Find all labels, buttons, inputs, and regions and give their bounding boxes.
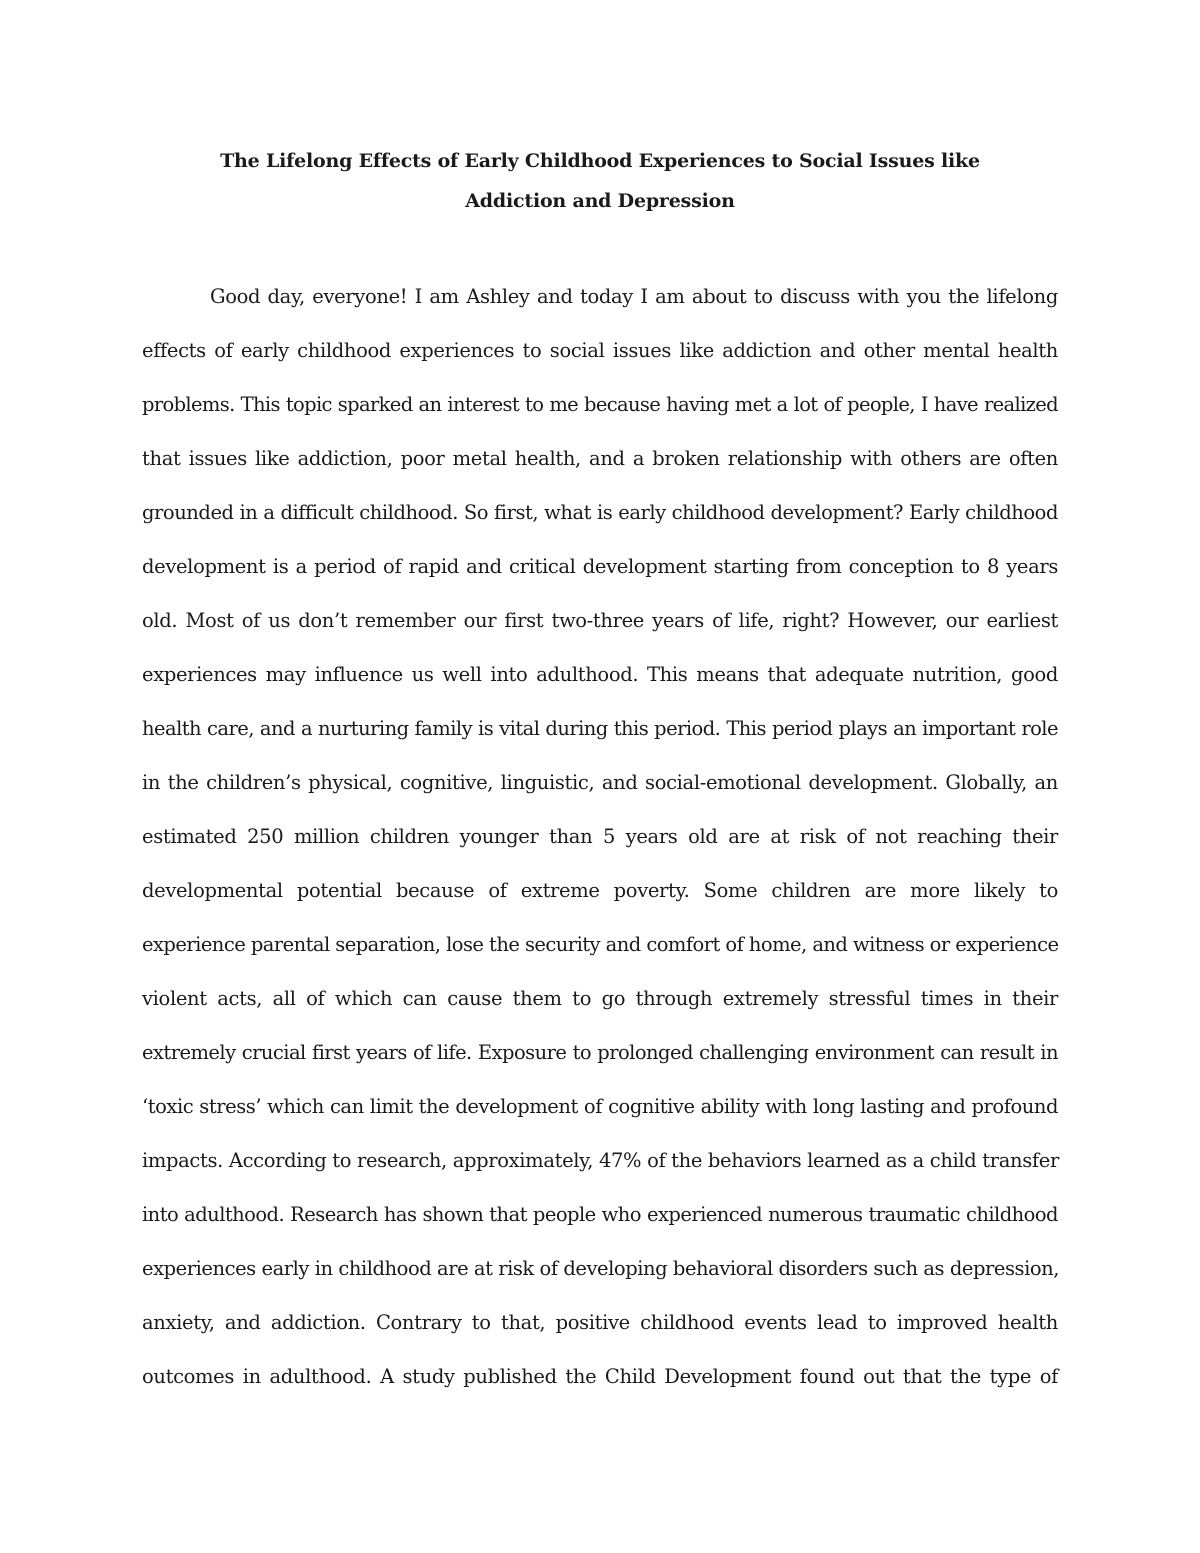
document-title	[142, 141, 1058, 221]
paragraph-line: experiences may influence us well into adulthood. This means that adequate nutrition, good	[142, 663, 1058, 686]
paragraph-line: estimated 250 million children younger than 5 years old are at risk of not reaching their	[142, 825, 1058, 848]
paragraph-line: old. Most of us don’t remember our first two-three years of life, right? However, our earliest	[142, 609, 1058, 632]
document-body	[142, 280, 1058, 1414]
paragraph-line: experience parental separation, lose the security and comfort of home, and witness or experience	[142, 933, 1059, 956]
paragraph-line: impacts. According to research, approximately, 47% of the behaviors learned as a child transfer	[142, 1149, 1059, 1172]
paragraph-line: grounded in a difficult childhood. So first, what is early childhood development? Early childhood	[142, 501, 1058, 524]
paragraph-line: ‘toxic stress’ which can limit the development of cognitive ability with long lasting and profound	[142, 1095, 1058, 1118]
paragraph-line: violent acts, all of which can cause them to go through extremely stressful times in their	[142, 987, 1058, 1010]
paragraph-line: problems. This topic sparked an interest to me because having met a lot of people, I have realized	[142, 393, 1058, 416]
paragraph-line: experiences early in childhood are at risk of developing behavioral disorders such as depression,	[142, 1257, 1060, 1280]
title-line-2: Addiction and Depression	[465, 190, 735, 212]
paragraph-line: health care, and a nurturing family is vital during this period. This period plays an important role	[142, 717, 1058, 740]
paragraph-line: in the children’s physical, cognitive, linguistic, and social-emotional development. Globally, an	[142, 771, 1058, 794]
paragraph-line: that issues like addiction, poor metal health, and a broken relationship with others are often	[142, 447, 1058, 470]
paragraph-line: anxiety, and addiction. Contrary to that, positive childhood events lead to improved health	[142, 1311, 1058, 1334]
paragraph-line: extremely crucial first years of life. Exposure to prolonged challenging environment can result in	[142, 1041, 1058, 1064]
paragraph-line: developmental potential because of extreme poverty. Some children are more likely to	[142, 879, 1058, 902]
paragraph-line: effects of early childhood experiences to social issues like addiction and other mental health	[142, 339, 1058, 362]
paragraph-line: outcomes in adulthood. A study published the Child Development found out that the type of	[142, 1365, 1058, 1388]
title-line-1: The Lifelong Effects of Early Childhood Experiences to Social Issues like	[220, 150, 980, 172]
paragraph-line: into adulthood. Research has shown that people who experienced numerous traumatic childhood	[142, 1203, 1058, 1226]
paragraph-line: Good day, everyone! I am Ashley and today I am about to discuss with you the lifelong	[210, 285, 1058, 308]
paragraph-line: development is a period of rapid and critical development starting from conception to 8 years	[142, 555, 1058, 578]
